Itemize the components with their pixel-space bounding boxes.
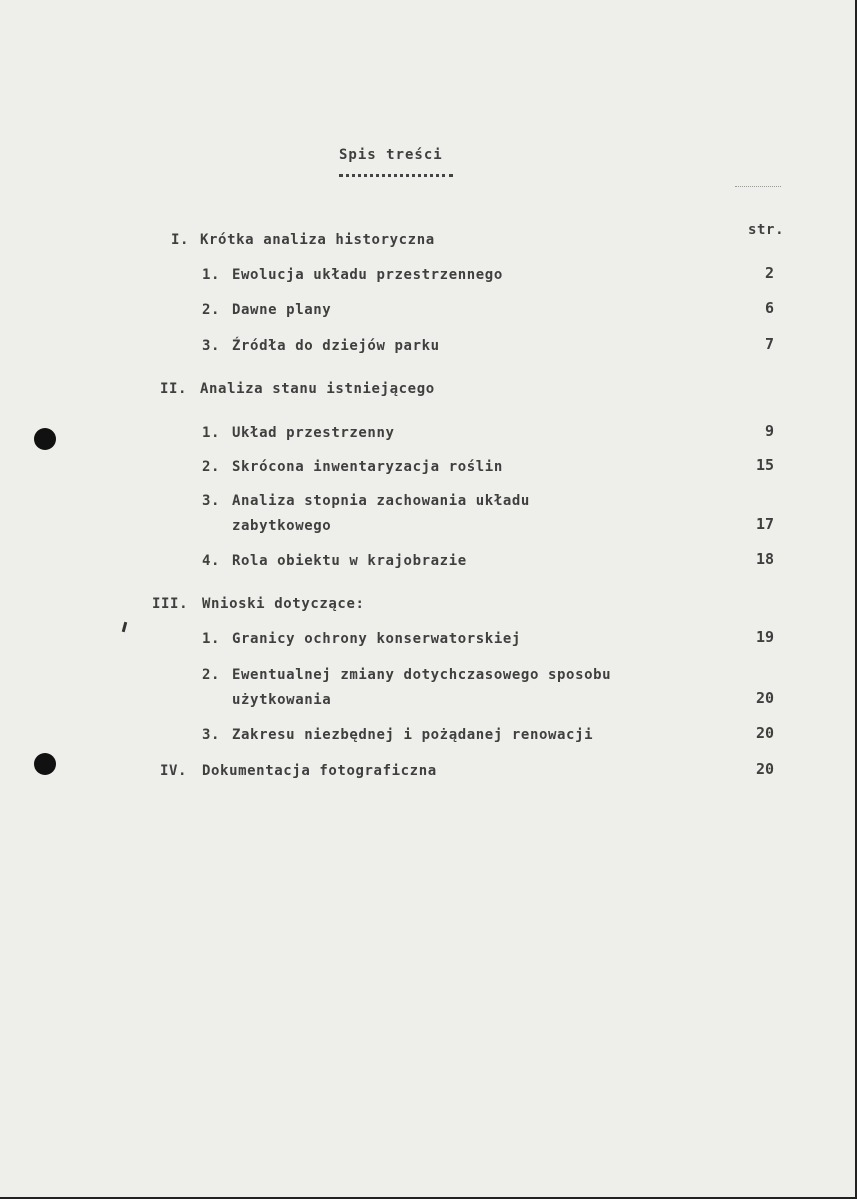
page-number: 18 bbox=[755, 550, 774, 568]
page-number: 6 bbox=[764, 299, 774, 317]
page-number: 2 bbox=[764, 264, 774, 282]
page-number: 20 bbox=[755, 760, 774, 778]
item-number: 2. bbox=[202, 667, 221, 683]
page-number: 9 bbox=[764, 422, 774, 440]
page-number: 20 bbox=[755, 689, 774, 707]
item-number: 3. bbox=[202, 338, 221, 354]
section-i-heading: Krótka analiza historyczna bbox=[200, 232, 435, 248]
punch-hole-icon bbox=[34, 428, 56, 450]
stray-mark bbox=[122, 622, 127, 632]
toc-entry: Dawne plany bbox=[232, 302, 332, 318]
toc-entry: Zakresu niezbędnej i pożądanej renowacji bbox=[232, 727, 594, 743]
page-column-label: str. bbox=[748, 222, 785, 238]
section-iv-numeral: IV. bbox=[160, 763, 188, 779]
toc-entry: Ewolucja układu przestrzennego bbox=[232, 267, 503, 283]
page-number: 20 bbox=[755, 724, 774, 742]
toc-entry: Źródła do dziejów parku bbox=[232, 338, 440, 354]
section-iii-heading: Wnioski dotyczące: bbox=[202, 596, 365, 612]
section-i-numeral: I. bbox=[171, 232, 190, 248]
item-number: 2. bbox=[202, 459, 221, 475]
page-number: 17 bbox=[755, 515, 774, 533]
page-number: 7 bbox=[764, 335, 774, 353]
page-number: 19 bbox=[755, 628, 774, 646]
page-title: Spis treści bbox=[339, 147, 443, 163]
toc-entry: Granicy ochrony konserwatorskiej bbox=[232, 631, 521, 647]
item-number: 2. bbox=[202, 302, 221, 318]
section-ii-heading: Analiza stanu istniejącego bbox=[200, 381, 435, 397]
faint-mark bbox=[735, 186, 781, 187]
section-iv-heading: Dokumentacja fotograficzna bbox=[202, 763, 437, 779]
page-number: 15 bbox=[755, 456, 774, 474]
toc-entry: Rola obiektu w krajobrazie bbox=[232, 553, 467, 569]
toc-entry: Układ przestrzenny bbox=[232, 425, 395, 441]
title-underline bbox=[339, 174, 453, 177]
toc-entry: Skrócona inwentaryzacja roślin bbox=[232, 459, 503, 475]
item-number: 1. bbox=[202, 425, 221, 441]
item-number: 1. bbox=[202, 631, 221, 647]
punch-hole-icon bbox=[34, 753, 56, 775]
section-iii-numeral: III. bbox=[152, 596, 189, 612]
item-number: 3. bbox=[202, 727, 221, 743]
section-ii-numeral: II. bbox=[160, 381, 188, 397]
toc-entry: Ewentualnej zmiany dotychczasowego sposobu bbox=[232, 667, 612, 683]
toc-entry-continuation: zabytkowego bbox=[232, 518, 332, 534]
item-number: 1. bbox=[202, 267, 221, 283]
item-number: 4. bbox=[202, 553, 221, 569]
toc-entry-continuation: użytkowania bbox=[232, 692, 332, 708]
toc-entry: Analiza stopnia zachowania układu bbox=[232, 493, 530, 509]
item-number: 3. bbox=[202, 493, 221, 509]
